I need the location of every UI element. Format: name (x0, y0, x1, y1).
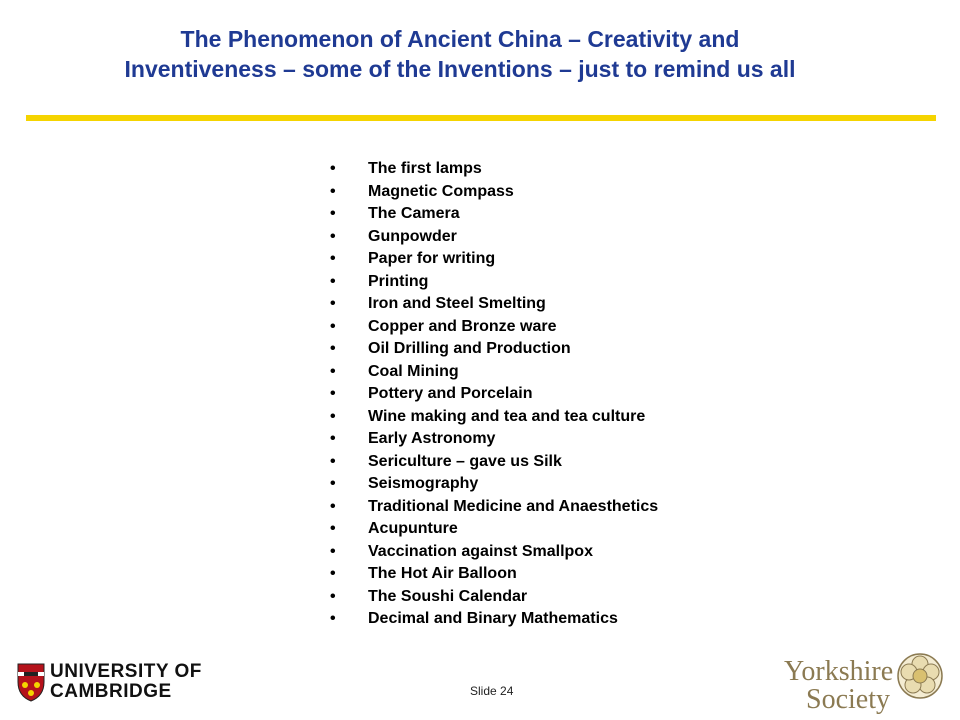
inventions-list (330, 158, 658, 631)
invention-item (330, 428, 658, 451)
invention-label: Acupunture (368, 520, 458, 537)
invention-item (330, 451, 658, 474)
bullet-icon: • (330, 250, 336, 267)
invention-item (330, 563, 658, 586)
yorkshire-line-1: Yorkshire (784, 656, 894, 687)
bullet-icon: • (330, 497, 336, 515)
bullet-icon: • (330, 317, 336, 335)
bullet-icon: • (330, 565, 336, 582)
slide-number: Slide 24 (470, 684, 514, 698)
invention-item (330, 496, 658, 519)
invention-label: The first lamps (368, 160, 482, 177)
invention-label: Gunpowder (368, 227, 457, 245)
invention-item (330, 181, 658, 204)
invention-label: Magnetic Compass (368, 182, 514, 200)
bullet-icon: • (330, 340, 336, 357)
bullet-icon: • (330, 362, 336, 380)
bullet-icon: • (330, 160, 336, 177)
bullet-icon: • (330, 385, 336, 402)
invention-item (330, 316, 658, 339)
invention-item (330, 271, 658, 294)
bullet-icon: • (330, 407, 336, 425)
invention-label: Wine making and tea and tea culture (368, 407, 646, 425)
invention-label: Traditional Medicine and Anaesthetics (368, 497, 659, 515)
invention-item (330, 361, 658, 384)
invention-label: The Soushi Calendar (368, 587, 528, 605)
invention-item (330, 338, 658, 361)
bullet-icon: • (330, 610, 336, 627)
bullet-icon: • (330, 295, 336, 312)
invention-label: Pottery and Porcelain (368, 385, 533, 402)
invention-item (330, 383, 658, 406)
bullet-icon: • (330, 452, 336, 470)
cambridge-logo-text (50, 662, 202, 702)
invention-label: Iron and Steel Smelting (368, 295, 546, 312)
slide-title-line-1: The Phenomenon of Ancient China – Creativity and (180, 26, 740, 52)
invention-label: Printing (368, 272, 429, 290)
invention-label: Coal Mining (368, 362, 459, 380)
slide-title-line-2: Inventiveness – some of the Inventions – just to remind us all (124, 56, 796, 82)
invention-item (330, 518, 658, 541)
invention-item (330, 473, 658, 496)
bullet-icon: • (330, 475, 336, 492)
title-divider (26, 115, 936, 121)
invention-label: The Hot Air Balloon (368, 565, 517, 582)
invention-label: The Camera (368, 205, 460, 222)
invention-label: Vaccination against Smallpox (368, 542, 593, 560)
cambridge-line-2: CAMBRIDGE (50, 681, 172, 702)
invention-label: Paper for writing (368, 250, 496, 267)
invention-label: Sericulture – gave us Silk (368, 452, 562, 470)
invention-item (330, 203, 658, 226)
cambridge-line-1: UNIVERSITY OF (50, 661, 202, 682)
bullet-icon: • (330, 182, 336, 200)
invention-label: Decimal and Binary Mathematics (368, 610, 618, 627)
bullet-icon: • (330, 520, 336, 537)
invention-item (330, 608, 658, 631)
invention-item (330, 248, 658, 271)
invention-item (330, 541, 658, 564)
yorkshire-line-2: Society (806, 684, 890, 715)
invention-label: Copper and Bronze ware (368, 317, 557, 335)
invention-item (330, 226, 658, 249)
invention-item (330, 586, 658, 609)
bullet-icon: • (330, 272, 336, 290)
yorkshire-society-logo-text (784, 658, 893, 714)
bullet-icon: • (330, 227, 336, 245)
invention-item (330, 406, 658, 429)
bullet-icon: • (330, 430, 336, 447)
invention-item (330, 293, 658, 316)
bullet-icon: • (330, 205, 336, 222)
invention-label: Seismography (368, 475, 479, 492)
invention-label: Oil Drilling and Production (368, 340, 571, 357)
slide-title (0, 24, 920, 84)
bullet-icon: • (330, 587, 336, 605)
invention-label: Early Astronomy (368, 430, 496, 447)
bullet-icon: • (330, 542, 336, 560)
invention-item (330, 158, 658, 181)
yorkshire-rose-icon (896, 652, 944, 700)
